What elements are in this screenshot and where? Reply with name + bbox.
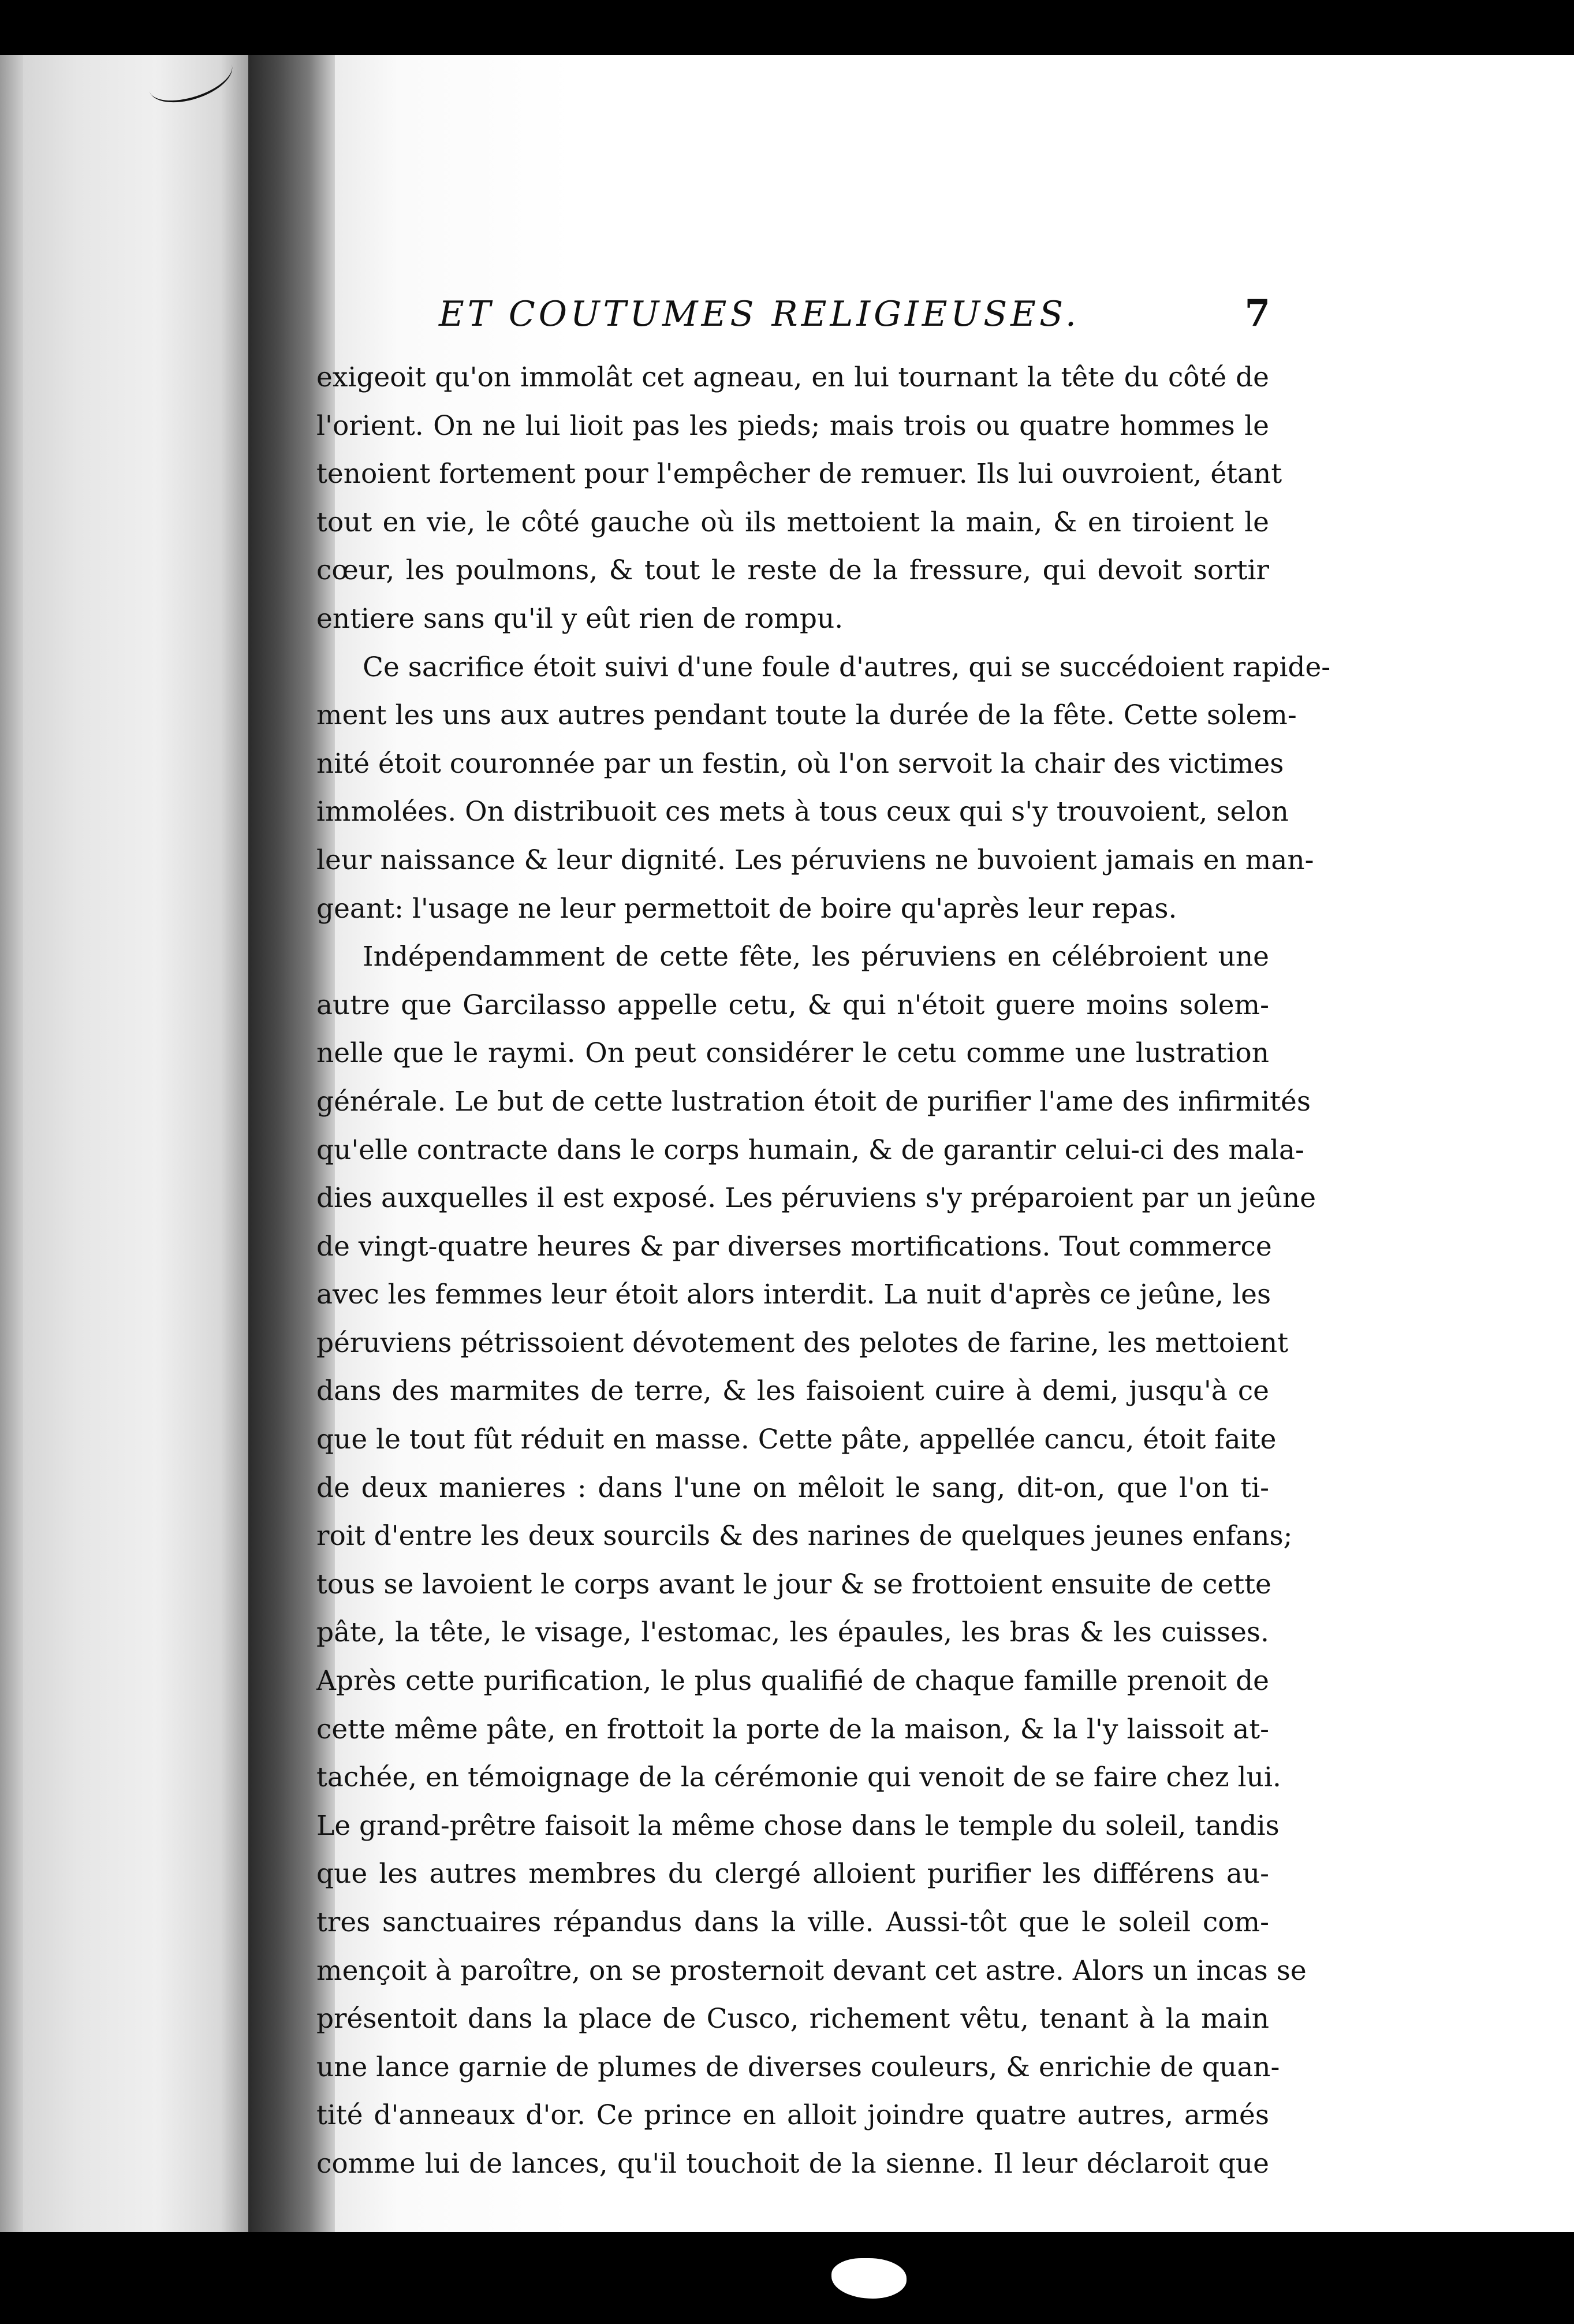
running-header bbox=[439, 292, 1270, 347]
text-line: Indépendamment de cette fête, les péruviens en célébroient une bbox=[363, 941, 1269, 973]
text-line: tachée, en témoignage de la cérémonie qui venoit de se faire chez lui. bbox=[316, 1761, 1281, 1794]
text-line: de vingt-quatre heures & par diverses mortifications. Tout commerce bbox=[316, 1230, 1272, 1262]
text-line: que les autres membres du clergé alloient purifier les différens au- bbox=[316, 1858, 1269, 1890]
text-line: péruviens pétrissoient dévotement des pelotes de farine, les mettoient bbox=[316, 1327, 1289, 1359]
text-line: ment les uns aux autres pendant toute la durée de la fête. Cette solem- bbox=[316, 699, 1297, 732]
text-line: immolées. On distribuoit ces mets à tous ceux qui s'y trouvoient, selon bbox=[316, 796, 1289, 828]
text-line: l'orient. On ne lui lioit pas les pieds; mais trois ou quatre hommes le bbox=[316, 409, 1269, 442]
text-line: Après cette purification, le plus qualifié de chaque famille prenoit de bbox=[316, 1665, 1269, 1697]
text-line: dies auxquelles il est exposé. Les péruviens s'y préparoient par un jeûne bbox=[316, 1182, 1316, 1215]
text-line: pâte, la tête, le visage, l'estomac, les épaules, les bras & les cuisses. bbox=[316, 1617, 1269, 1649]
facing-page bbox=[0, 55, 260, 2232]
text-line: générale. Le but de cette lustration étoit de purifier l'ame des infirmités bbox=[316, 1085, 1311, 1118]
page-number: 7 bbox=[1244, 292, 1270, 335]
text-line: que le tout fût réduit en masse. Cette pâte, appellée cancu, étoit faite bbox=[316, 1424, 1277, 1456]
text-line: nelle que le raymi. On peut considérer le cetu comme une lustration bbox=[316, 1037, 1269, 1070]
text-line: cœur, les poulmons, & tout le reste de la fressure, qui devoit sortir bbox=[316, 554, 1269, 587]
text-line: de deux manieres : dans l'une on mêloit le sang, dit-on, que l'on ti- bbox=[316, 1472, 1269, 1504]
text-line: geant: l'usage ne leur permettoit de boire qu'après leur repas. bbox=[316, 892, 1177, 925]
scan-border-bottom bbox=[0, 2232, 1574, 2324]
text-line: avec les femmes leur étoit alors interdit. La nuit d'après ce jeûne, les bbox=[316, 1279, 1271, 1311]
text-line: une lance garnie de plumes de diverses couleurs, & enrichie de quan- bbox=[316, 2051, 1280, 2083]
text-line: autre que Garcilasso appelle cetu, & qui n'étoit guere moins solem- bbox=[316, 989, 1269, 1021]
text-line: mençoit à paroître, on se prosternoit devant cet astre. Alors un incas se bbox=[316, 1954, 1307, 1987]
text-line: comme lui de lances, qu'il touchoit de la sienne. Il leur déclaroit que bbox=[316, 2147, 1269, 2180]
text-line: tité d'anneaux d'or. Ce prince en alloit joindre quatre autres, armés bbox=[316, 2099, 1269, 2132]
scan-border-top bbox=[0, 0, 1574, 55]
text-line: exigeoit qu'on immolât cet agneau, en lui tournant la tête du côté de bbox=[316, 362, 1269, 393]
text-line: Le grand-prêtre faisoit la même chose dans le temple du soleil, tandis bbox=[316, 1809, 1280, 1842]
text-line: Ce sacrifice étoit suivi d'une foule d'autres, qui se succédoient rapide- bbox=[363, 651, 1331, 683]
text-line: tenoient fortement pour l'empêcher de remuer. Ils lui ouvroient, étant bbox=[316, 458, 1282, 490]
text-line: dans des marmites de terre, & les faisoient cuire à demi, jusqu'à ce bbox=[316, 1375, 1269, 1407]
text-line: tous se lavoient le corps avant le jour & se frottoient ensuite de cette bbox=[316, 1568, 1271, 1600]
text-line: cette même pâte, en frottoit la porte de la maison, & la l'y laissoit at- bbox=[316, 1713, 1269, 1745]
text-line: entiere sans qu'il y eût rien de rompu. bbox=[316, 602, 844, 635]
facing-page-edge bbox=[0, 55, 23, 2232]
running-title: ET COUTUMES RELIGIEUSES. bbox=[439, 294, 1080, 334]
text-line: leur naissance & leur dignité. Les péruviens ne buvoient jamais en man- bbox=[316, 844, 1314, 876]
text-line: qu'elle contracte dans le corps humain, & de garantir celui-ci des mala- bbox=[316, 1134, 1304, 1166]
text-line: présentoit dans la place de Cusco, richement vêtu, tenant à la main bbox=[316, 2003, 1269, 2035]
text-line: roit d'entre les deux sourcils & des narines de quelques jeunes enfans; bbox=[316, 1520, 1293, 1552]
text-line: tout en vie, le côté gauche où ils mettoient la main, & en tiroient le bbox=[316, 506, 1269, 538]
body-text bbox=[316, 353, 1331, 2188]
text-line: tres sanctuaires répandus dans la ville. Aussi-tôt que le soleil com- bbox=[316, 1906, 1269, 1938]
text-line: nité étoit couronnée par un festin, où l'on servoit la chair des victimes bbox=[316, 747, 1284, 780]
